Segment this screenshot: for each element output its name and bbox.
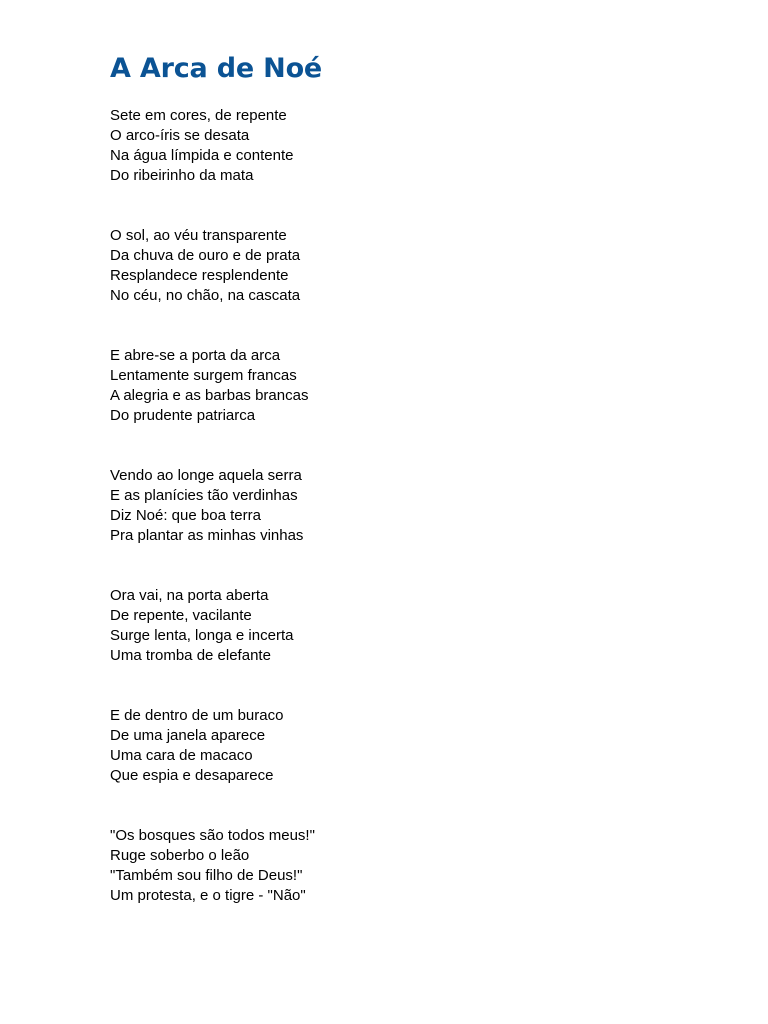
poem-line: Ora vai, na porta aberta (110, 587, 269, 604)
stanza-4 (110, 466, 730, 546)
poem-line: "Também sou filho de Deus!" (110, 867, 303, 884)
poem-line: Uma cara de macaco (110, 747, 253, 764)
poem-line: A alegria e as barbas brancas (110, 387, 309, 404)
stanza-2 (110, 226, 730, 306)
poem-line: Resplandece resplendente (110, 267, 289, 284)
poem-line: E de dentro de um buraco (110, 707, 284, 724)
poem-line: E as planícies tão verdinhas (110, 487, 298, 504)
poem-line: De uma janela aparece (110, 727, 266, 744)
poem-line: Diz Noé: que boa terra (110, 507, 261, 524)
poem-line: Sete em cores, de repente (110, 107, 287, 124)
poem-line: Do prudente patriarca (110, 407, 256, 424)
document-page (110, 52, 730, 946)
poem-line: No céu, no chão, na cascata (110, 287, 301, 304)
stanza-3 (110, 346, 730, 426)
poem-line: Que espia e desaparece (110, 767, 274, 784)
stanza-5 (110, 586, 730, 666)
poem-line: Pra plantar as minhas vinhas (110, 527, 304, 544)
poem-line: De repente, vacilante (110, 607, 252, 624)
poem-line: "Os bosques são todos meus!" (110, 827, 315, 844)
poem-title: A Arca de Noé (110, 53, 323, 84)
poem-line: O sol, ao véu transparente (110, 227, 287, 244)
poem-line: Do ribeirinho da mata (110, 167, 254, 184)
stanza-6 (110, 706, 730, 786)
stanza-1 (110, 106, 730, 186)
poem-line: Lentamente surgem francas (110, 367, 297, 384)
poem-body (110, 106, 730, 906)
poem-line: Vendo ao longe aquela serra (110, 467, 302, 484)
poem-line: Na água límpida e contente (110, 147, 294, 164)
poem-line: Da chuva de ouro e de prata (110, 247, 301, 264)
poem-line: E abre-se a porta da arca (110, 347, 281, 364)
poem-line: Uma tromba de elefante (110, 647, 271, 664)
stanza-7 (110, 826, 730, 906)
poem-line: Ruge soberbo o leão (110, 847, 250, 864)
poem-line: O arco-íris se desata (110, 127, 250, 144)
poem-line: Surge lenta, longa e incerta (110, 627, 294, 644)
poem-line: Um protesta, e o tigre - "Não" (110, 887, 306, 904)
